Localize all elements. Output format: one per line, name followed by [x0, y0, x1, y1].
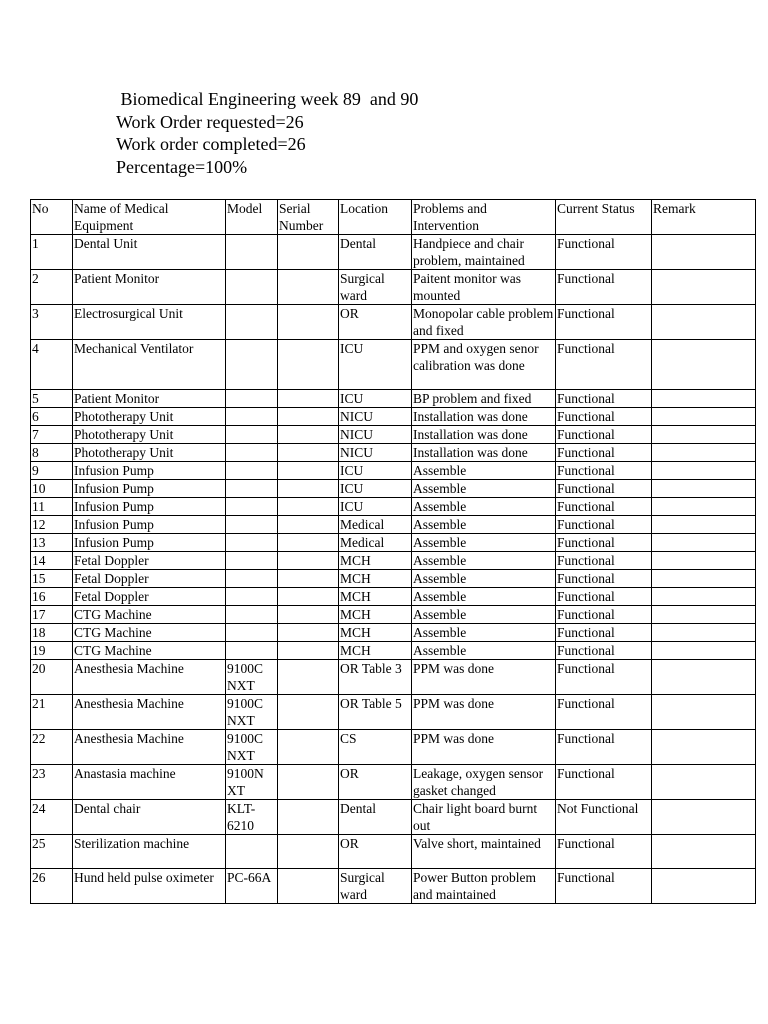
- cell-remark: [652, 695, 756, 730]
- cell-no: 8: [31, 444, 73, 462]
- cell-equipment-name: Phototherapy Unit: [73, 444, 226, 462]
- cell-location: MCH: [339, 606, 412, 624]
- cell-serial-number: [278, 695, 339, 730]
- cell-equipment-name: Fetal Doppler: [73, 552, 226, 570]
- cell-model: [226, 462, 278, 480]
- cell-remark: [652, 624, 756, 642]
- table-header-row: [31, 200, 756, 235]
- cell-model: [226, 588, 278, 606]
- cell-equipment-name: Infusion Pump: [73, 516, 226, 534]
- cell-serial-number: [278, 869, 339, 904]
- completion-percentage: Percentage=100%: [116, 156, 248, 177]
- cell-equipment-name: Anesthesia Machine: [73, 695, 226, 730]
- cell-serial-number: [278, 305, 339, 340]
- cell-remark: [652, 444, 756, 462]
- cell-remark: [652, 765, 756, 800]
- table-row: [31, 390, 756, 408]
- cell-remark: [652, 408, 756, 426]
- cell-equipment-name: Infusion Pump: [73, 480, 226, 498]
- cell-model: KLT-6210: [226, 800, 278, 835]
- cell-equipment-name: Hund held pulse oximeter: [73, 869, 226, 904]
- table-row: [31, 869, 756, 904]
- cell-equipment-name: CTG Machine: [73, 606, 226, 624]
- cell-problem-intervention: PPM and oxygen senor calibration was done: [412, 340, 556, 390]
- cell-current-status: Functional: [556, 588, 652, 606]
- cell-model: [226, 642, 278, 660]
- cell-serial-number: [278, 588, 339, 606]
- column-header-location: Location: [339, 200, 412, 235]
- cell-problem-intervention: Assemble: [412, 552, 556, 570]
- cell-current-status: Functional: [556, 730, 652, 765]
- table-row: [31, 235, 756, 270]
- cell-current-status: Functional: [556, 408, 652, 426]
- cell-remark: [652, 426, 756, 444]
- cell-serial-number: [278, 552, 339, 570]
- cell-equipment-name: Sterilization machine: [73, 835, 226, 869]
- cell-equipment-name: Patient Monitor: [73, 390, 226, 408]
- report-title: Biomedical Engineering week 89 and 90: [116, 89, 419, 109]
- cell-no: 26: [31, 869, 73, 904]
- cell-no: 15: [31, 570, 73, 588]
- cell-serial-number: [278, 730, 339, 765]
- cell-remark: [652, 498, 756, 516]
- cell-remark: [652, 730, 756, 765]
- cell-problem-intervention: Power Button problem and maintained: [412, 869, 556, 904]
- cell-remark: [652, 642, 756, 660]
- cell-current-status: Functional: [556, 390, 652, 408]
- cell-model: [226, 480, 278, 498]
- cell-serial-number: [278, 462, 339, 480]
- cell-location: MCH: [339, 570, 412, 588]
- cell-remark: [652, 552, 756, 570]
- cell-serial-number: [278, 426, 339, 444]
- cell-equipment-name: Dental chair: [73, 800, 226, 835]
- cell-location: OR: [339, 305, 412, 340]
- cell-equipment-name: CTG Machine: [73, 642, 226, 660]
- cell-current-status: Functional: [556, 570, 652, 588]
- cell-serial-number: [278, 660, 339, 695]
- cell-location: Surgical ward: [339, 869, 412, 904]
- cell-problem-intervention: Assemble: [412, 642, 556, 660]
- cell-problem-intervention: PPM was done: [412, 660, 556, 695]
- cell-equipment-name: Infusion Pump: [73, 498, 226, 516]
- cell-remark: [652, 570, 756, 588]
- cell-current-status: Not Functional: [556, 800, 652, 835]
- table-row: [31, 462, 756, 480]
- cell-no: 11: [31, 498, 73, 516]
- cell-remark: [652, 480, 756, 498]
- table-row: [31, 426, 756, 444]
- cell-serial-number: [278, 390, 339, 408]
- cell-model: [226, 570, 278, 588]
- cell-no: 6: [31, 408, 73, 426]
- cell-model: [226, 390, 278, 408]
- cell-problem-intervention: BP problem and fixed: [412, 390, 556, 408]
- cell-current-status: Functional: [556, 835, 652, 869]
- cell-current-status: Functional: [556, 235, 652, 270]
- table-row: [31, 534, 756, 552]
- cell-remark: [652, 588, 756, 606]
- cell-model: [226, 426, 278, 444]
- cell-model: 9100C NXT: [226, 730, 278, 765]
- cell-no: 18: [31, 624, 73, 642]
- cell-model: [226, 498, 278, 516]
- work-order-requested: Work Order requested=26: [116, 111, 304, 132]
- cell-problem-intervention: Assemble: [412, 570, 556, 588]
- table-row: [31, 765, 756, 800]
- cell-model: [226, 606, 278, 624]
- table-row: [31, 305, 756, 340]
- cell-problem-intervention: Valve short, maintained: [412, 835, 556, 869]
- cell-remark: [652, 340, 756, 390]
- cell-current-status: Functional: [556, 869, 652, 904]
- work-order-table: [30, 199, 756, 904]
- cell-equipment-name: Fetal Doppler: [73, 570, 226, 588]
- cell-remark: [652, 800, 756, 835]
- table-row: [31, 498, 756, 516]
- cell-no: 23: [31, 765, 73, 800]
- cell-problem-intervention: Leakage, oxygen sensor gasket changed: [412, 765, 556, 800]
- cell-model: [226, 534, 278, 552]
- table-row: [31, 480, 756, 498]
- cell-location: MCH: [339, 552, 412, 570]
- cell-location: ICU: [339, 480, 412, 498]
- table-row: [31, 588, 756, 606]
- cell-model: 9100C NXT: [226, 695, 278, 730]
- cell-location: OR: [339, 765, 412, 800]
- cell-no: 1: [31, 235, 73, 270]
- column-header-problem: Problems and Intervention: [412, 200, 556, 235]
- cell-remark: [652, 835, 756, 869]
- cell-no: 17: [31, 606, 73, 624]
- cell-current-status: Functional: [556, 444, 652, 462]
- cell-location: MCH: [339, 588, 412, 606]
- cell-current-status: Functional: [556, 498, 652, 516]
- cell-no: 2: [31, 270, 73, 305]
- cell-equipment-name: Fetal Doppler: [73, 588, 226, 606]
- column-header-model: Model: [226, 200, 278, 235]
- cell-remark: [652, 305, 756, 340]
- cell-no: 16: [31, 588, 73, 606]
- table-row: [31, 835, 756, 869]
- cell-equipment-name: Anastasia machine: [73, 765, 226, 800]
- cell-model: 9100C NXT: [226, 660, 278, 695]
- cell-problem-intervention: PPM was done: [412, 695, 556, 730]
- cell-serial-number: [278, 340, 339, 390]
- cell-equipment-name: Dental Unit: [73, 235, 226, 270]
- cell-location: NICU: [339, 444, 412, 462]
- cell-equipment-name: Mechanical Ventilator: [73, 340, 226, 390]
- table-body: [31, 235, 756, 904]
- cell-remark: [652, 462, 756, 480]
- cell-serial-number: [278, 642, 339, 660]
- cell-problem-intervention: PPM was done: [412, 730, 556, 765]
- cell-current-status: Functional: [556, 624, 652, 642]
- cell-problem-intervention: Installation was done: [412, 408, 556, 426]
- cell-current-status: Functional: [556, 534, 652, 552]
- cell-location: NICU: [339, 426, 412, 444]
- cell-problem-intervention: Assemble: [412, 498, 556, 516]
- table-row: [31, 444, 756, 462]
- cell-serial-number: [278, 800, 339, 835]
- cell-problem-intervention: Chair light board burnt out: [412, 800, 556, 835]
- cell-problem-intervention: Assemble: [412, 462, 556, 480]
- cell-model: PC-66A: [226, 869, 278, 904]
- cell-serial-number: [278, 624, 339, 642]
- cell-location: ICU: [339, 340, 412, 390]
- cell-equipment-name: Anesthesia Machine: [73, 730, 226, 765]
- cell-remark: [652, 390, 756, 408]
- cell-remark: [652, 606, 756, 624]
- cell-current-status: Functional: [556, 270, 652, 305]
- cell-no: 12: [31, 516, 73, 534]
- report-header: [116, 88, 418, 178]
- cell-model: [226, 305, 278, 340]
- cell-no: 25: [31, 835, 73, 869]
- table-row: [31, 642, 756, 660]
- cell-current-status: Functional: [556, 660, 652, 695]
- table-row: [31, 606, 756, 624]
- cell-remark: [652, 660, 756, 695]
- cell-no: 19: [31, 642, 73, 660]
- table-row: [31, 516, 756, 534]
- cell-location: MCH: [339, 642, 412, 660]
- cell-current-status: Functional: [556, 695, 652, 730]
- cell-remark: [652, 869, 756, 904]
- cell-equipment-name: Infusion Pump: [73, 462, 226, 480]
- cell-problem-intervention: Installation was done: [412, 444, 556, 462]
- cell-current-status: Functional: [556, 340, 652, 390]
- column-header-name: Name of Medical Equipment: [73, 200, 226, 235]
- cell-model: [226, 235, 278, 270]
- cell-no: 14: [31, 552, 73, 570]
- cell-model: [226, 516, 278, 534]
- cell-problem-intervention: Assemble: [412, 480, 556, 498]
- cell-no: 9: [31, 462, 73, 480]
- cell-problem-intervention: Assemble: [412, 606, 556, 624]
- column-header-serial: Serial Number: [278, 200, 339, 235]
- cell-remark: [652, 534, 756, 552]
- cell-no: 3: [31, 305, 73, 340]
- cell-serial-number: [278, 444, 339, 462]
- table-row: [31, 695, 756, 730]
- cell-current-status: Functional: [556, 765, 652, 800]
- table-row: [31, 660, 756, 695]
- cell-location: Dental: [339, 235, 412, 270]
- cell-no: 20: [31, 660, 73, 695]
- column-header-no: No: [31, 200, 73, 235]
- cell-location: OR: [339, 835, 412, 869]
- cell-problem-intervention: Monopolar cable problem and fixed: [412, 305, 556, 340]
- cell-model: [226, 444, 278, 462]
- cell-model: 9100N XT: [226, 765, 278, 800]
- cell-location: Surgical ward: [339, 270, 412, 305]
- cell-serial-number: [278, 835, 339, 869]
- cell-remark: [652, 235, 756, 270]
- cell-no: 4: [31, 340, 73, 390]
- cell-current-status: Functional: [556, 642, 652, 660]
- table-row: [31, 552, 756, 570]
- cell-equipment-name: Phototherapy Unit: [73, 408, 226, 426]
- cell-serial-number: [278, 765, 339, 800]
- cell-equipment-name: CTG Machine: [73, 624, 226, 642]
- cell-problem-intervention: Assemble: [412, 588, 556, 606]
- cell-location: OR Table 5: [339, 695, 412, 730]
- cell-problem-intervention: Assemble: [412, 624, 556, 642]
- cell-equipment-name: Infusion Pump: [73, 534, 226, 552]
- work-order-completed: Work order completed=26: [116, 134, 306, 154]
- cell-equipment-name: Phototherapy Unit: [73, 426, 226, 444]
- cell-location: OR Table 3: [339, 660, 412, 695]
- cell-location: Medical: [339, 534, 412, 552]
- cell-serial-number: [278, 498, 339, 516]
- cell-serial-number: [278, 606, 339, 624]
- cell-current-status: Functional: [556, 480, 652, 498]
- cell-problem-intervention: Paitent monitor was mounted: [412, 270, 556, 305]
- cell-current-status: Functional: [556, 462, 652, 480]
- cell-equipment-name: Electrosurgical Unit: [73, 305, 226, 340]
- cell-current-status: Functional: [556, 426, 652, 444]
- cell-location: ICU: [339, 462, 412, 480]
- cell-problem-intervention: Assemble: [412, 534, 556, 552]
- cell-location: ICU: [339, 390, 412, 408]
- cell-serial-number: [278, 480, 339, 498]
- cell-location: CS: [339, 730, 412, 765]
- cell-model: [226, 624, 278, 642]
- cell-current-status: Functional: [556, 606, 652, 624]
- cell-no: 24: [31, 800, 73, 835]
- cell-serial-number: [278, 270, 339, 305]
- cell-model: [226, 340, 278, 390]
- cell-no: 22: [31, 730, 73, 765]
- cell-model: [226, 270, 278, 305]
- cell-problem-intervention: Handpiece and chair problem, maintained: [412, 235, 556, 270]
- column-header-remark: Remark: [652, 200, 756, 235]
- cell-model: [226, 552, 278, 570]
- cell-serial-number: [278, 408, 339, 426]
- column-header-status: Current Status: [556, 200, 652, 235]
- cell-equipment-name: Patient Monitor: [73, 270, 226, 305]
- cell-no: 5: [31, 390, 73, 408]
- cell-location: NICU: [339, 408, 412, 426]
- cell-equipment-name: Anesthesia Machine: [73, 660, 226, 695]
- cell-problem-intervention: Installation was done: [412, 426, 556, 444]
- cell-location: ICU: [339, 498, 412, 516]
- cell-serial-number: [278, 570, 339, 588]
- cell-model: [226, 835, 278, 869]
- cell-current-status: Functional: [556, 552, 652, 570]
- cell-no: 7: [31, 426, 73, 444]
- cell-current-status: Functional: [556, 516, 652, 534]
- cell-current-status: Functional: [556, 305, 652, 340]
- cell-remark: [652, 270, 756, 305]
- cell-remark: [652, 516, 756, 534]
- table-row: [31, 570, 756, 588]
- cell-location: Medical: [339, 516, 412, 534]
- cell-problem-intervention: Assemble: [412, 516, 556, 534]
- cell-location: MCH: [339, 624, 412, 642]
- cell-serial-number: [278, 516, 339, 534]
- cell-serial-number: [278, 235, 339, 270]
- cell-no: 10: [31, 480, 73, 498]
- table-row: [31, 340, 756, 390]
- cell-model: [226, 408, 278, 426]
- cell-no: 21: [31, 695, 73, 730]
- cell-no: 13: [31, 534, 73, 552]
- table-row: [31, 730, 756, 765]
- table-row: [31, 800, 756, 835]
- cell-serial-number: [278, 534, 339, 552]
- table-row: [31, 624, 756, 642]
- cell-location: Dental: [339, 800, 412, 835]
- table-row: [31, 270, 756, 305]
- table-row: [31, 408, 756, 426]
